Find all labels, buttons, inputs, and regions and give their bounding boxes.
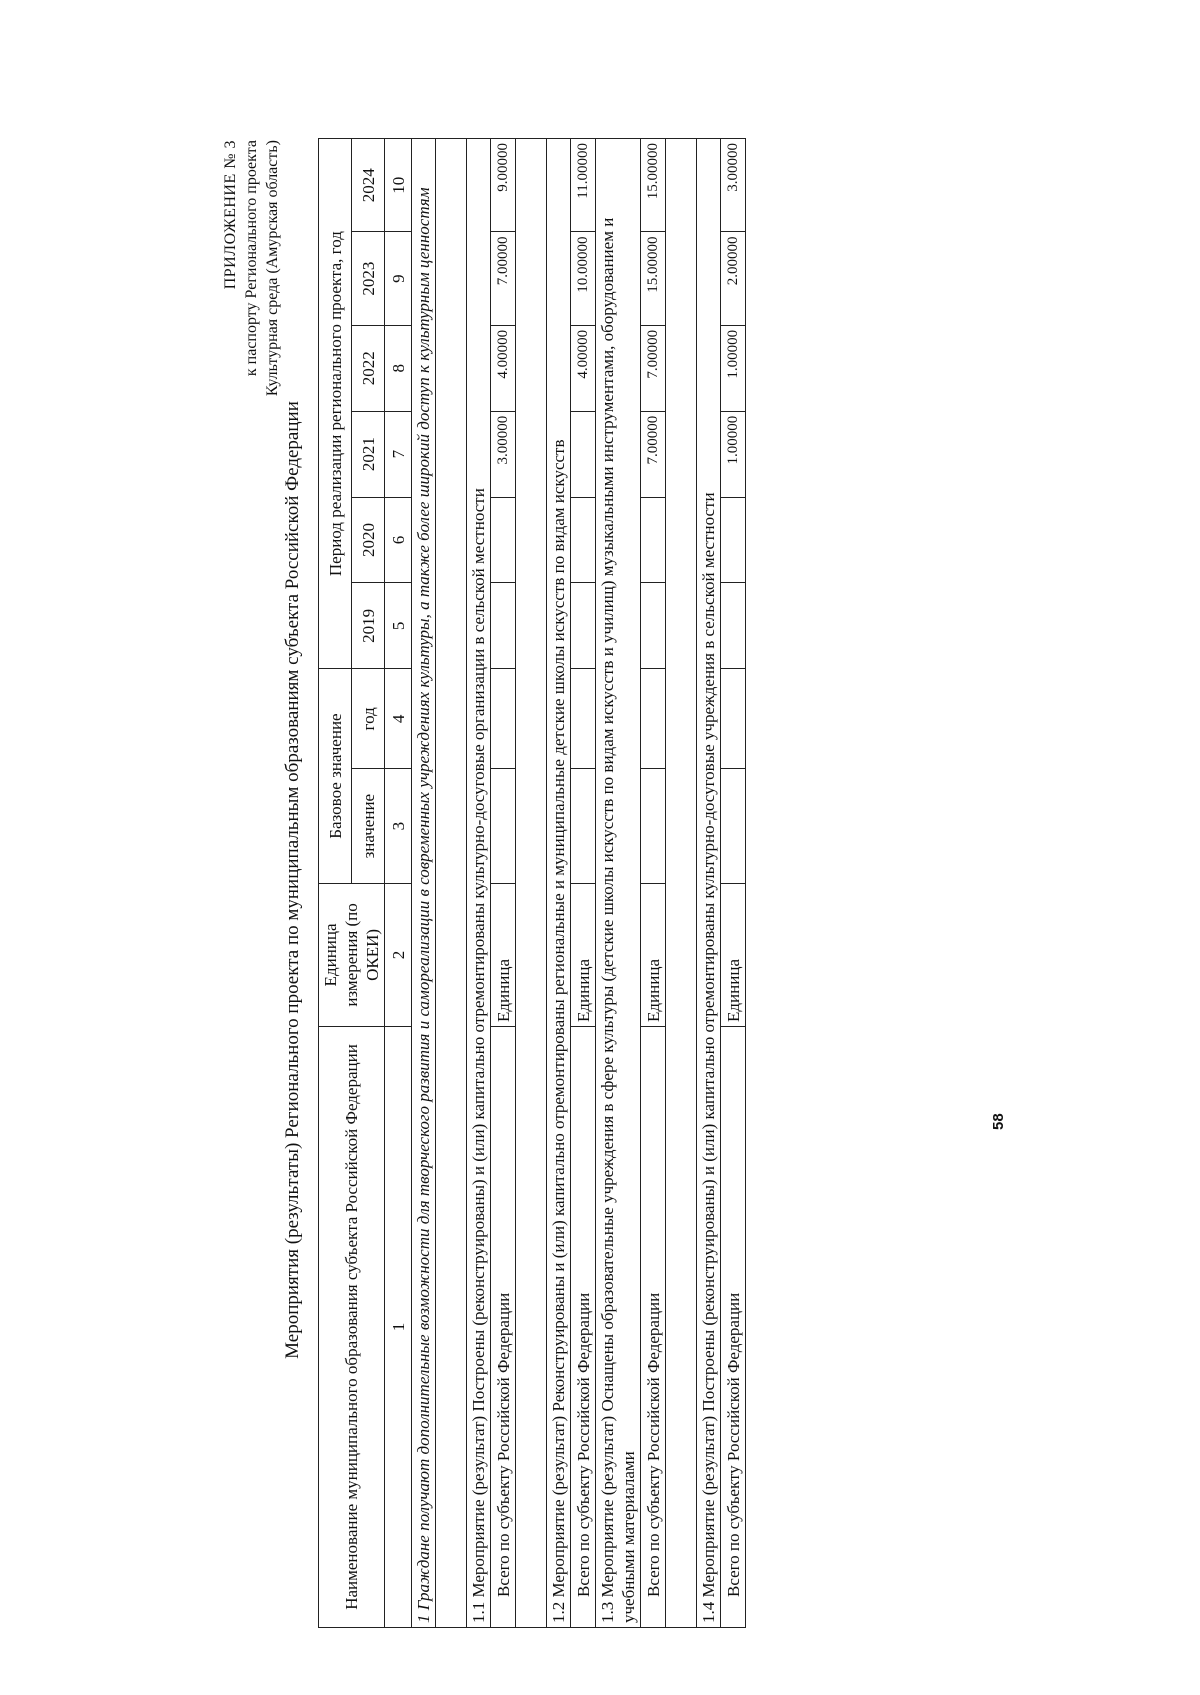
value-cell: 7.00000 xyxy=(641,325,666,411)
total-label: Всего по субъекту Российской Федерации xyxy=(491,1026,516,1627)
value-cell xyxy=(571,769,596,883)
unit-cell: Единица xyxy=(721,883,746,1026)
total-row xyxy=(641,139,666,1628)
value-cell: 10.00000 xyxy=(571,232,596,325)
unit-cell: Единица xyxy=(641,883,666,1026)
column-number: 3 xyxy=(385,769,412,883)
column-number: 10 xyxy=(385,139,412,232)
header-year: 2020 xyxy=(352,497,385,583)
value-cell: 1.00000 xyxy=(721,325,746,411)
total-row xyxy=(721,139,746,1628)
column-number: 6 xyxy=(385,497,412,583)
spacer xyxy=(436,139,467,1628)
section-title-row xyxy=(467,139,491,1628)
value-cell xyxy=(571,583,596,669)
column-number: 7 xyxy=(385,411,412,497)
value-cell xyxy=(571,411,596,497)
value-cell xyxy=(571,497,596,583)
value-cell xyxy=(721,497,746,583)
page-number: 58 xyxy=(990,1113,1007,1130)
header-year: 2022 xyxy=(352,325,385,411)
unit-cell: Единица xyxy=(491,883,516,1026)
value-cell xyxy=(641,769,666,883)
header-base-value-value: значение xyxy=(352,769,385,883)
header-year: 2019 xyxy=(352,583,385,669)
header-year: 2024 xyxy=(352,139,385,232)
total-label: Всего по субъекту Российской Федерации xyxy=(721,1026,746,1627)
total-label: Всего по субъекту Российской Федерации xyxy=(571,1026,596,1627)
column-number: 2 xyxy=(385,883,412,1026)
header-base-value: Базовое значение xyxy=(319,669,352,884)
total-row xyxy=(571,139,596,1628)
section-title-row xyxy=(547,139,571,1628)
unit-cell: Единица xyxy=(571,883,596,1026)
value-cell xyxy=(491,669,516,769)
column-number: 1 xyxy=(385,1026,412,1627)
section-title-row xyxy=(697,139,721,1628)
section-title: 1.2 Мероприятие (результат) Реконструированы и (или) капитально отремонтированы региональные и муниципальные детские школы искусств по видам искусств xyxy=(547,139,571,1628)
value-cell: 1.00000 xyxy=(721,411,746,497)
appendix-title: ПРИЛОЖЕНИЕ № 3 xyxy=(222,140,239,290)
section-title-row xyxy=(596,139,641,1628)
value-cell xyxy=(721,583,746,669)
value-cell: 7.00000 xyxy=(491,232,516,325)
section-title: 1.3 Мероприятие (результат) Оснащены образовательные учреждения в сфере культуры (детские школы искусств по видам искусств и училищ) музыкальными инструментами, оборудованием и учебными материалами xyxy=(596,139,641,1628)
column-number: 4 xyxy=(385,669,412,769)
column-number: 5 xyxy=(385,583,412,669)
value-cell: 2.00000 xyxy=(721,232,746,325)
value-cell xyxy=(641,669,666,769)
value-cell: 3.00000 xyxy=(491,411,516,497)
header-base-value-year: год xyxy=(352,669,385,769)
value-cell xyxy=(491,769,516,883)
value-cell: 3.00000 xyxy=(721,139,746,232)
appendix-header xyxy=(220,140,283,396)
header-period: Период реализации регионального проекта, год xyxy=(319,139,352,669)
value-cell: 15.00000 xyxy=(641,232,666,325)
header-year: 2021 xyxy=(352,411,385,497)
value-cell xyxy=(721,769,746,883)
header-name: Наименование муниципального образования субъекта Российской Федерации xyxy=(319,1026,385,1627)
table-title: Мероприятия (результаты) Регионального проекта по муниципальным образованиям субъекта Российской Федерации xyxy=(282,401,303,1359)
spacer xyxy=(516,139,547,1628)
value-cell: 15.00000 xyxy=(641,139,666,232)
spacer xyxy=(666,139,697,1628)
value-cell xyxy=(721,669,746,769)
document-sheet xyxy=(210,100,1110,1660)
value-cell xyxy=(491,497,516,583)
column-numbers-row xyxy=(385,139,412,1628)
header-unit: Единица измерения (по ОКЕИ) xyxy=(319,883,385,1026)
value-cell: 9.00000 xyxy=(491,139,516,232)
results-table xyxy=(318,138,746,1628)
value-cell xyxy=(571,669,596,769)
value-cell: 4.00000 xyxy=(491,325,516,411)
total-label: Всего по субъекту Российской Федерации xyxy=(641,1026,666,1627)
value-cell: 4.00000 xyxy=(571,325,596,411)
value-cell xyxy=(641,497,666,583)
value-cell: 7.00000 xyxy=(641,411,666,497)
section-title: 1.4 Мероприятие (результат) Построены (реконструированы) и (или) капитально отремонтированы культурно-досуговые учреждения в сельской местности xyxy=(697,139,721,1628)
section-title: 1.1 Мероприятие (результат) Построены (реконструированы) и (или) капитально отремонтированы культурно-досуговые организации в сельской местности xyxy=(467,139,491,1628)
value-cell: 11.00000 xyxy=(571,139,596,232)
column-number: 8 xyxy=(385,325,412,411)
value-cell xyxy=(491,583,516,669)
goal-row xyxy=(412,139,436,1628)
value-cell xyxy=(641,583,666,669)
appendix-line-2: к паспорту Регионального проекта xyxy=(243,140,260,377)
appendix-line-3: Культурная среда (Амурская область) xyxy=(264,140,281,397)
total-row xyxy=(491,139,516,1628)
column-number: 9 xyxy=(385,232,412,325)
goal-text: 1 Граждане получают дополнительные возможности для творческого развития и самореализации в современных учреждениях культуры, а также более широкий доступ к культурным ценностям xyxy=(412,139,436,1628)
header-year: 2023 xyxy=(352,232,385,325)
